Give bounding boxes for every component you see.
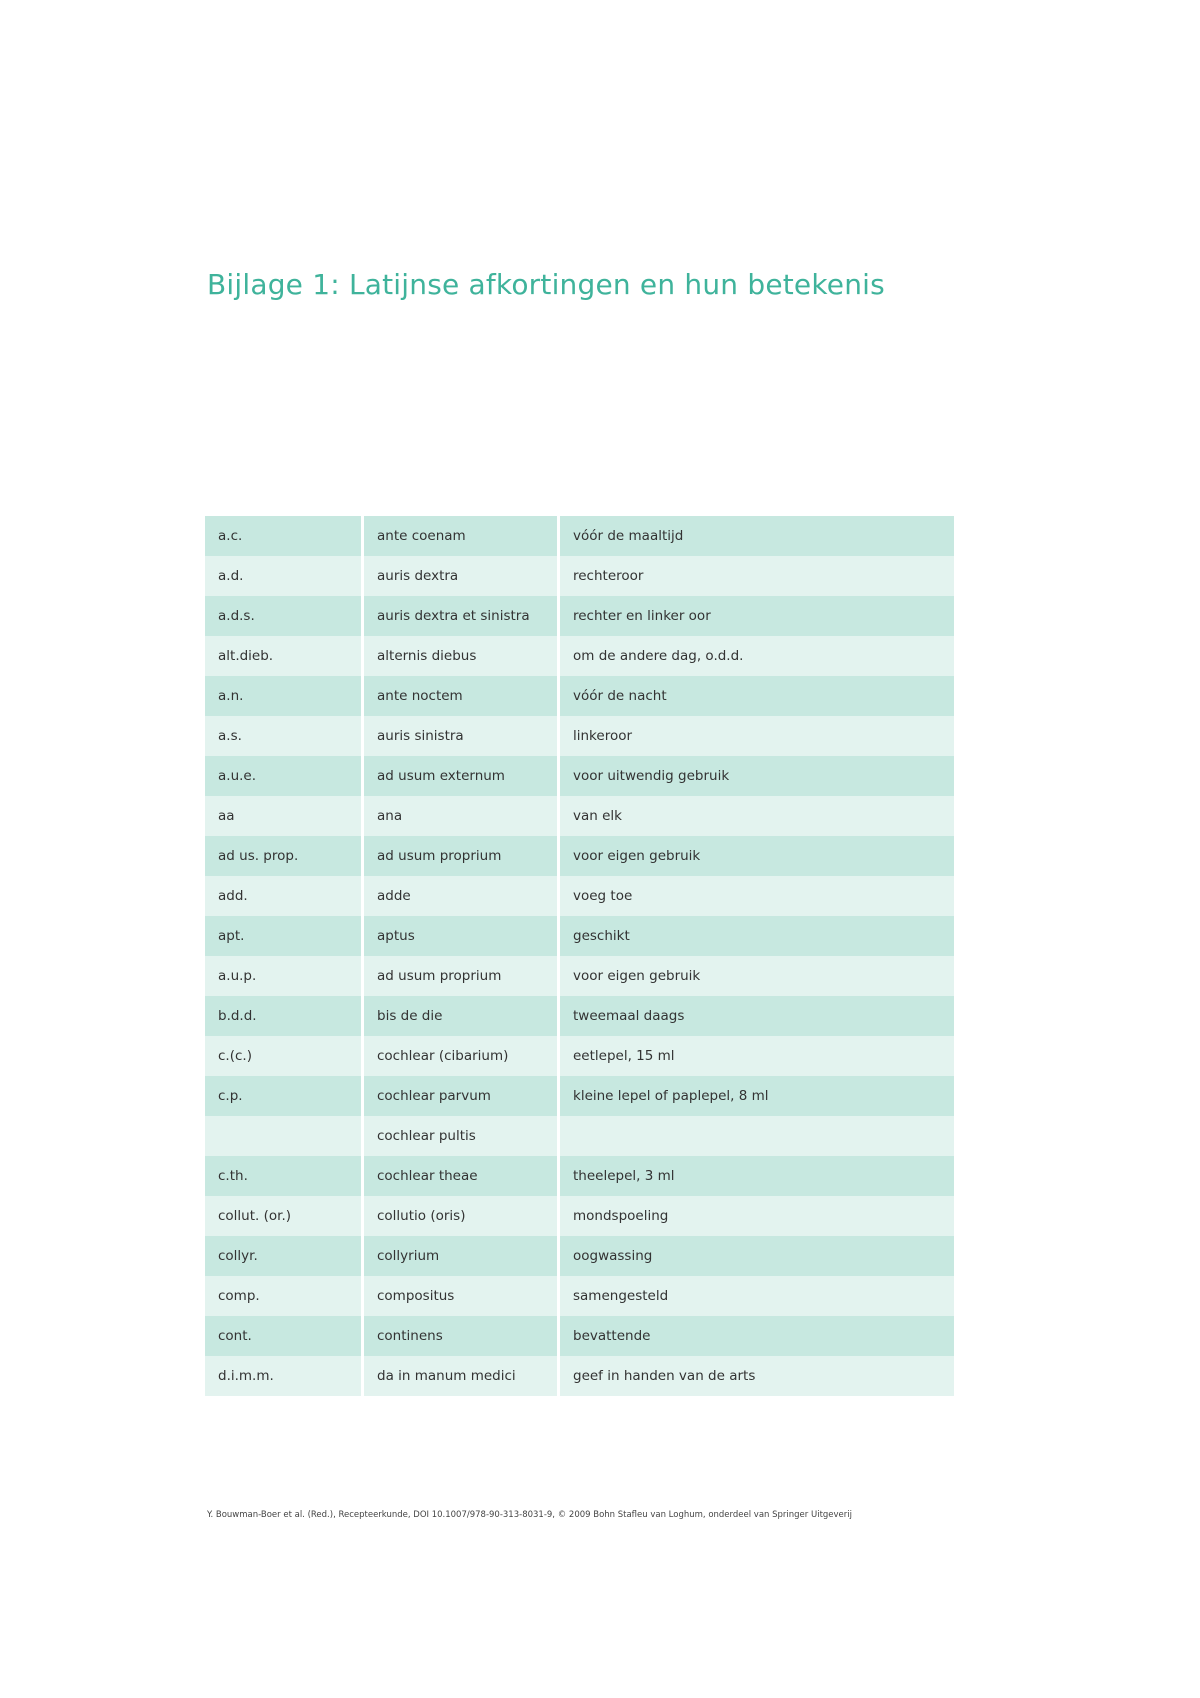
latin-cell: collutio (oris) (361, 1196, 557, 1236)
meaning-cell: bevattende (557, 1316, 954, 1356)
meaning-cell: eetlepel, 15 ml (557, 1036, 954, 1076)
latin-cell: ante coenam (361, 516, 557, 556)
table-row (205, 1236, 954, 1276)
table-row (205, 796, 954, 836)
table-row (205, 1356, 954, 1396)
latin-cell: bis de die (361, 996, 557, 1036)
meaning-cell: voor eigen gebruik (557, 836, 954, 876)
table-row (205, 756, 954, 796)
table-row (205, 516, 954, 556)
table-row (205, 876, 954, 916)
abbreviation-cell: add. (205, 876, 361, 916)
meaning-cell: samengesteld (557, 1276, 954, 1316)
meaning-cell: voor eigen gebruik (557, 956, 954, 996)
latin-cell: collyrium (361, 1236, 557, 1276)
meaning-cell: tweemaal daags (557, 996, 954, 1036)
latin-cell: auris dextra (361, 556, 557, 596)
abbreviation-cell: collut. (or.) (205, 1196, 361, 1236)
abbreviation-cell: a.d. (205, 556, 361, 596)
abbreviation-cell: a.s. (205, 716, 361, 756)
page-title: Bijlage 1: Latijnse afkortingen en hun betekenis (207, 268, 885, 301)
abbreviation-cell: alt.dieb. (205, 636, 361, 676)
latin-cell: da in manum medici (361, 1356, 557, 1396)
meaning-cell: kleine lepel of paplepel, 8 ml (557, 1076, 954, 1116)
abbreviation-cell: c.(c.) (205, 1036, 361, 1076)
meaning-cell: van elk (557, 796, 954, 836)
table-row (205, 1196, 954, 1236)
table-row (205, 1036, 954, 1076)
table-row (205, 1116, 954, 1156)
latin-cell: ad usum proprium (361, 836, 557, 876)
meaning-cell: theelepel, 3 ml (557, 1156, 954, 1196)
abbreviation-cell: a.d.s. (205, 596, 361, 636)
latin-cell: continens (361, 1316, 557, 1356)
meaning-cell (557, 1116, 954, 1156)
abbreviation-cell: comp. (205, 1276, 361, 1316)
meaning-cell: rechteroor (557, 556, 954, 596)
meaning-cell: rechter en linker oor (557, 596, 954, 636)
latin-cell: cochlear parvum (361, 1076, 557, 1116)
meaning-cell: mondspoeling (557, 1196, 954, 1236)
abbreviation-cell: a.n. (205, 676, 361, 716)
abbreviation-cell: c.th. (205, 1156, 361, 1196)
latin-cell: ad usum proprium (361, 956, 557, 996)
table-row (205, 556, 954, 596)
footer-citation: Y. Bouwman-Boer et al. (Red.), Recepteerkunde, DOI 10.1007/978-90-313-8031-9, © 2009 Bohn Stafleu van Loghum, onderdeel van Springer Uitgeverij (207, 1510, 853, 1520)
latin-cell: ana (361, 796, 557, 836)
latin-cell: adde (361, 876, 557, 916)
abbreviation-cell: collyr. (205, 1236, 361, 1276)
abbreviations-table-body (205, 516, 954, 1396)
table-row (205, 1316, 954, 1356)
meaning-cell: oogwassing (557, 1236, 954, 1276)
meaning-cell: vóór de maaltijd (557, 516, 954, 556)
table-row (205, 716, 954, 756)
abbreviation-cell (205, 1116, 361, 1156)
abbreviation-cell: aa (205, 796, 361, 836)
latin-cell: cochlear (cibarium) (361, 1036, 557, 1076)
latin-cell: auris sinistra (361, 716, 557, 756)
latin-cell: compositus (361, 1276, 557, 1316)
abbreviation-cell: a.u.p. (205, 956, 361, 996)
abbreviation-cell: cont. (205, 1316, 361, 1356)
abbreviation-cell: ad us. prop. (205, 836, 361, 876)
table-row (205, 1276, 954, 1316)
latin-cell: alternis diebus (361, 636, 557, 676)
abbreviation-cell: a.u.e. (205, 756, 361, 796)
table-row (205, 1076, 954, 1116)
latin-cell: ante noctem (361, 676, 557, 716)
latin-cell: aptus (361, 916, 557, 956)
latin-cell: auris dextra et sinistra (361, 596, 557, 636)
table-row (205, 916, 954, 956)
meaning-cell: vóór de nacht (557, 676, 954, 716)
abbreviation-cell: b.d.d. (205, 996, 361, 1036)
table-row (205, 956, 954, 996)
meaning-cell: voeg toe (557, 876, 954, 916)
meaning-cell: geschikt (557, 916, 954, 956)
table-row (205, 676, 954, 716)
table-row (205, 836, 954, 876)
meaning-cell: geef in handen van de arts (557, 1356, 954, 1396)
abbreviations-table (205, 516, 954, 1396)
abbreviation-cell: c.p. (205, 1076, 361, 1116)
meaning-cell: voor uitwendig gebruik (557, 756, 954, 796)
latin-cell: cochlear theae (361, 1156, 557, 1196)
table-row (205, 636, 954, 676)
table-row (205, 596, 954, 636)
latin-cell: cochlear pultis (361, 1116, 557, 1156)
abbreviation-cell: a.c. (205, 516, 361, 556)
abbreviation-cell: d.i.m.m. (205, 1356, 361, 1396)
abbreviation-cell: apt. (205, 916, 361, 956)
table-row (205, 996, 954, 1036)
meaning-cell: linkeroor (557, 716, 954, 756)
table-row (205, 1156, 954, 1196)
meaning-cell: om de andere dag, o.d.d. (557, 636, 954, 676)
latin-cell: ad usum externum (361, 756, 557, 796)
